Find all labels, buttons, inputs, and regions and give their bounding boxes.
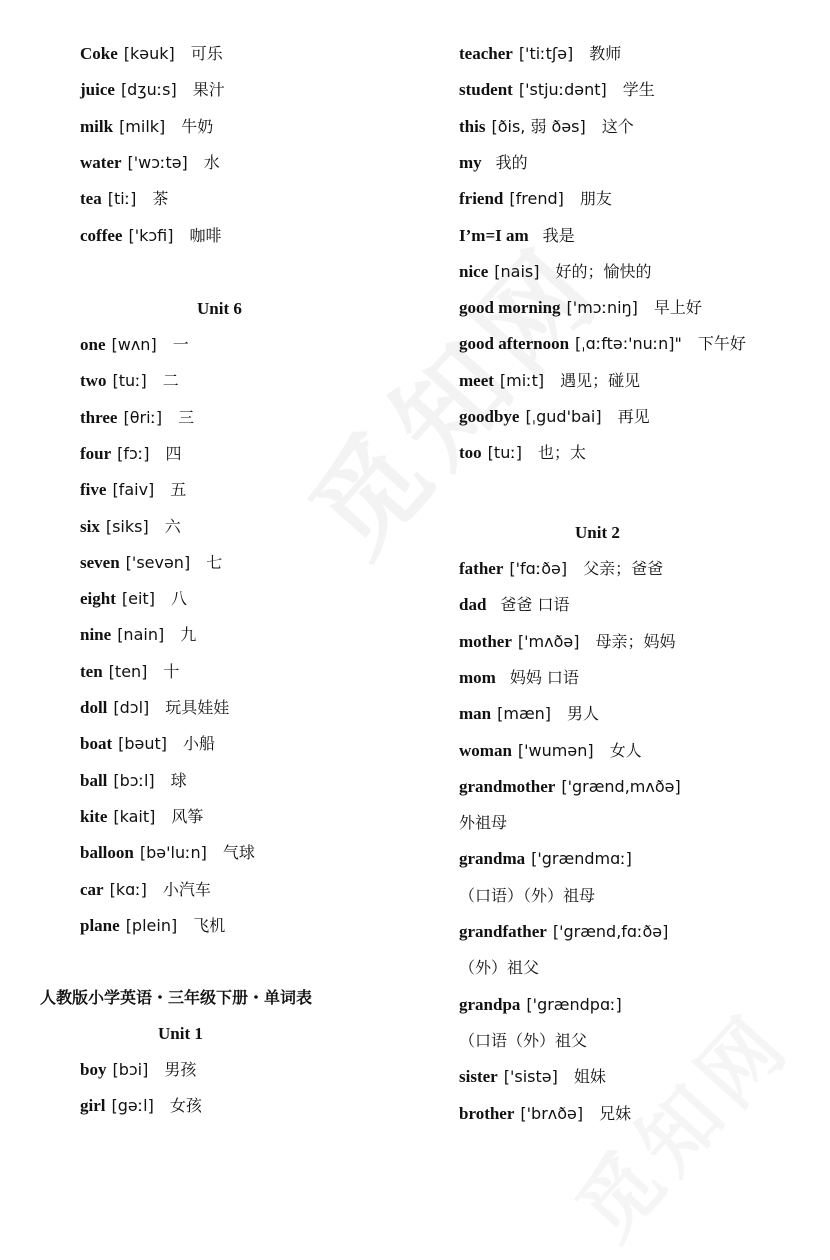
vocab-meaning: 二 (162, 371, 179, 391)
vocab-meaning: 外祖母 (459, 813, 508, 833)
vocab-phonetic: [gəːl] (111, 1096, 154, 1116)
vocab-row (80, 1094, 202, 1118)
vocab-word: sister (459, 1067, 498, 1087)
vocab-meaning: 学生 (622, 80, 655, 100)
vocab-phonetic: [kəuk] (123, 44, 175, 63)
vocab-row (80, 769, 187, 793)
vocab-meaning: 妈妈 口语 (509, 667, 579, 687)
vocab-row (80, 224, 222, 248)
vocab-meaning: 父亲；爸爸 (583, 559, 664, 578)
vocab-meaning: 朋友 (579, 189, 612, 209)
vocab-row (459, 224, 575, 248)
vocab-word: nine (80, 625, 112, 645)
vocab-word: seven (80, 552, 120, 572)
vocab-word: Coke (80, 44, 118, 63)
vocab-phonetic: [plein] (125, 915, 178, 935)
vocab-phonetic: [bəut] (118, 734, 168, 754)
vocab-word: man (459, 704, 492, 724)
vocab-meaning: 咖啡 (189, 225, 222, 245)
vocab-word: boy (80, 1060, 107, 1079)
vocab-word: coffee (80, 225, 123, 245)
vocab-phonetic: ['brʌðə] (520, 1103, 584, 1123)
vocab-meaning: 八 (170, 589, 187, 609)
vocab-word: grandpa (459, 994, 521, 1014)
vocab-phonetic: ['kɔfi] (128, 225, 174, 245)
vocab-phonetic: [eit] (121, 589, 155, 609)
vocab-word: woman (459, 740, 512, 760)
vocab-meaning: 九 (180, 625, 197, 645)
vocab-meaning: 我是 (542, 225, 575, 245)
vocab-row (459, 739, 642, 763)
vocab-row (459, 630, 675, 654)
vocab-meaning: （口语）（外）祖母 (459, 885, 596, 905)
vocab-meaning: 兄妹 (599, 1103, 632, 1123)
book-title: 人教版小学英语・三年级下册・单词表 (40, 988, 313, 1007)
vocab-row (459, 115, 634, 139)
vocab-meaning: 男孩 (164, 1060, 197, 1079)
vocab-meaning: 果汁 (192, 80, 225, 100)
vocab-word: three (80, 407, 118, 427)
vocab-meaning: 再见 (617, 407, 650, 426)
vocab-phonetic: [mæn] (497, 704, 552, 724)
vocab-word: tea (80, 189, 102, 209)
vocab-phonetic: ['tiːtʃə] (518, 44, 574, 63)
vocab-row (459, 775, 697, 799)
vocab-word: kite (80, 806, 108, 826)
vocab-word: meet (459, 370, 494, 390)
vocab-meaning: 气球 (222, 843, 255, 863)
vocab-phonetic: ['fɑːðə] (509, 559, 568, 578)
vocab-meaning: 球 (170, 770, 187, 790)
vocab-word: father (459, 559, 504, 578)
vocab-row (80, 187, 168, 211)
vocab-word: one (80, 335, 106, 354)
vocab-phonetic: [ˌgud'bai] (525, 407, 602, 426)
vocab-meaning: 这个 (601, 116, 634, 136)
vocab-phonetic: ['grændmɑː] (531, 849, 632, 869)
vocab-word: car (80, 879, 104, 899)
vocab-row (459, 405, 650, 429)
vocab-meaning: 水 (203, 152, 220, 172)
vocab-row (80, 442, 181, 466)
vocab-meaning: 风筝 (171, 806, 204, 826)
vocab-phonetic: ['sevən] (125, 552, 191, 572)
vocab-phonetic: [dʒuːs] (120, 80, 177, 100)
vocab-row (459, 78, 655, 102)
vocab-word: nice (459, 261, 489, 281)
vocab-row (459, 811, 507, 835)
vocab-row (80, 369, 179, 393)
vocab-row (80, 1058, 196, 1082)
vocab-row (80, 42, 223, 66)
vocab-word: juice (80, 80, 115, 100)
vocab-row (80, 805, 203, 829)
vocab-phonetic: [ðis, 弱 ðəs] (491, 116, 586, 136)
vocab-phonetic: [frend] (509, 189, 564, 209)
vocab-meaning: 一 (172, 335, 189, 354)
vocab-row (459, 557, 663, 581)
vocab-word: milk (80, 116, 114, 136)
vocab-row (459, 42, 621, 66)
vocab-meaning: 十 (163, 661, 180, 681)
vocab-row (459, 296, 702, 320)
vocab-meaning: 教师 (589, 44, 622, 63)
vocab-word: mother (459, 631, 512, 651)
vocab-phonetic: [tiː] (107, 189, 137, 209)
unit-2-heading: Unit 2 (575, 523, 620, 542)
vocab-row (459, 441, 586, 465)
vocab-row (459, 332, 746, 356)
vocab-phonetic: [tuː] (487, 443, 522, 463)
vocab-meaning: 下午好 (697, 334, 746, 354)
vocab-phonetic: [bə'luːn] (139, 843, 207, 863)
vocab-row (459, 702, 599, 726)
vocab-word: girl (80, 1096, 106, 1116)
vocab-phonetic: [dɔl] (113, 698, 150, 717)
vocab-word: teacher (459, 44, 513, 63)
vocab-phonetic: [nais] (494, 261, 540, 281)
vocab-row (459, 369, 640, 393)
vocab-meaning: 女孩 (169, 1096, 202, 1116)
vocab-word: six (80, 516, 100, 536)
vocab-row (80, 151, 220, 175)
vocab-word: friend (459, 189, 504, 209)
vocab-row (459, 956, 539, 980)
vocab-phonetic: ['grænd,mʌðə] (561, 776, 681, 796)
vocab-meaning: 牛奶 (181, 116, 214, 136)
vocab-row (459, 151, 528, 175)
vocab-phonetic: [ten] (108, 661, 148, 681)
vocab-meaning: 男人 (567, 704, 600, 724)
unit-1-heading: Unit 1 (158, 1024, 203, 1043)
vocab-word: doll (80, 698, 108, 717)
vocab-word: goodbye (459, 407, 520, 426)
vocab-meaning: 五 (170, 480, 187, 500)
vocab-meaning: 爸爸 口语 (500, 595, 570, 615)
vocab-row (459, 884, 595, 908)
vocab-phonetic: [milk] (119, 116, 166, 136)
vocab-word: five (80, 480, 107, 500)
vocab-word: dad (459, 595, 487, 615)
vocab-meaning: 母亲；妈妈 (595, 631, 676, 651)
vocab-word: plane (80, 915, 120, 935)
vocab-word: water (80, 152, 122, 172)
vocab-word: good morning (459, 298, 561, 318)
vocab-meaning: 小汽车 (162, 879, 211, 899)
vocab-row (80, 78, 225, 102)
vocab-phonetic: [nain] (117, 625, 165, 645)
vocab-row (80, 660, 179, 684)
vocab-phonetic: [kɑː] (109, 879, 147, 899)
vocab-phonetic: [kait] (113, 806, 156, 826)
vocab-word: brother (459, 1103, 515, 1123)
vocab-row (80, 406, 194, 430)
vocab-word: boat (80, 734, 113, 754)
vocab-row (80, 587, 187, 611)
vocab-word: grandfather (459, 922, 547, 941)
vocab-meaning: （外）祖父 (459, 958, 540, 978)
vocab-phonetic: [faiv] (112, 480, 155, 500)
vocab-phonetic: [θriː] (123, 407, 163, 427)
unit-6-heading: Unit 6 (197, 299, 242, 318)
vocab-phonetic: ['stjuːdənt] (518, 80, 607, 100)
vocab-phonetic: ['sistə] (503, 1067, 558, 1087)
vocab-row (459, 593, 570, 617)
vocab-phonetic: ['mɔːniŋ] (566, 298, 638, 318)
vocab-word: my (459, 152, 482, 172)
vocab-phonetic: [siks] (105, 516, 149, 536)
vocab-row (459, 847, 648, 871)
vocab-row (80, 478, 186, 502)
vocab-phonetic: [bɔːl] (113, 770, 155, 790)
vocab-word: eight (80, 589, 116, 609)
vocab-phonetic: [bɔi] (112, 1060, 149, 1079)
vocab-meaning: 早上好 (653, 298, 702, 318)
vocab-meaning: 三 (178, 407, 195, 427)
vocab-word: two (80, 371, 107, 391)
vocab-meaning: 四 (165, 443, 182, 463)
vocab-row (459, 187, 612, 211)
vocab-phonetic: [wʌn] (111, 335, 157, 354)
vocab-phonetic: ['grændpɑː] (526, 994, 622, 1014)
vocab-row (459, 1065, 606, 1089)
vocab-row (80, 914, 225, 938)
vocab-row (80, 696, 229, 720)
vocab-meaning: 七 (206, 552, 223, 572)
vocab-meaning: 也；太 (537, 443, 586, 463)
vocab-row (80, 333, 189, 357)
vocab-word: I’m=I am (459, 225, 529, 245)
vocab-meaning: 女人 (609, 740, 642, 760)
vocab-phonetic: [ˌɑːftə:'nuːn]" (575, 334, 682, 354)
vocab-meaning: 遇见；碰见 (560, 370, 641, 390)
vocab-row (459, 1102, 631, 1126)
vocab-phonetic: ['wɔːtə] (127, 152, 188, 172)
vocab-row (80, 115, 213, 139)
vocab-word: four (80, 443, 112, 463)
vocab-meaning: 可乐 (190, 44, 223, 63)
vocab-word: good afternoon (459, 334, 570, 354)
vocab-meaning: 六 (164, 516, 181, 536)
vocab-word: grandma (459, 849, 526, 869)
vocab-row (80, 623, 196, 647)
vocab-row (80, 551, 222, 575)
vocab-word: ten (80, 661, 103, 681)
vocab-row (459, 1029, 587, 1053)
vocab-meaning: 好的；愉快的 (555, 261, 652, 281)
vocab-phonetic: [miːt] (499, 370, 545, 390)
vocab-word: mom (459, 667, 496, 687)
vocab-phonetic: ['mʌðə] (517, 631, 580, 651)
vocab-phonetic: [fɔː] (117, 443, 150, 463)
vocab-row (80, 841, 255, 865)
vocab-row (459, 666, 579, 690)
vocab-row (459, 993, 638, 1017)
vocab-row (80, 878, 211, 902)
vocab-phonetic: ['wumən] (517, 740, 594, 760)
vocab-word: grandmother (459, 776, 556, 796)
vocab-row (80, 515, 181, 539)
vocab-word: too (459, 443, 482, 463)
vocab-word: this (459, 116, 486, 136)
vocab-meaning: 姐妹 (573, 1067, 606, 1087)
vocab-meaning: 玩具娃娃 (165, 698, 230, 717)
vocab-meaning: 我的 (495, 152, 528, 172)
vocab-word: student (459, 80, 513, 100)
vocab-meaning: 茶 (152, 189, 169, 209)
vocab-row (80, 732, 215, 756)
vocab-row (459, 260, 652, 284)
vocab-meaning: 小船 (183, 734, 216, 754)
vocab-word: balloon (80, 843, 134, 863)
vocab-meaning: 飞机 (193, 915, 226, 935)
vocab-row (459, 920, 684, 944)
vocab-phonetic: [tuː] (112, 371, 147, 391)
vocab-word: ball (80, 770, 108, 790)
vocab-phonetic: ['grænd,fɑːðə] (552, 922, 669, 941)
vocab-meaning: （口语（外）祖父 (459, 1030, 588, 1050)
